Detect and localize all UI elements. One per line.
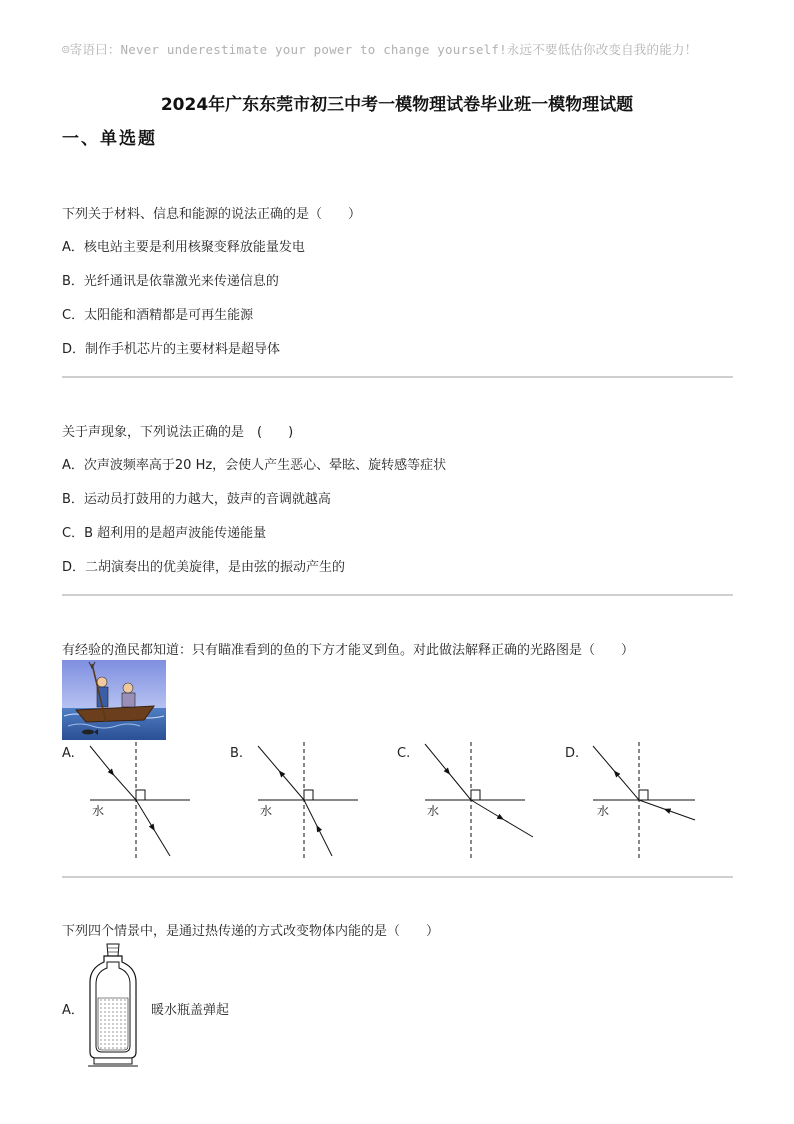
- header-motto: ☺寄语曰：Never underestimate your power to change yourself!永远不要低估你改变自我的能力！: [62, 42, 698, 57]
- divider: [62, 594, 733, 596]
- question-4-option-a-text: 暖水瓶盖弹起: [151, 1003, 230, 1018]
- water-label: 水: [92, 804, 105, 818]
- question-3-option-a-label: A.: [62, 746, 75, 761]
- fisherman-boat-illustration: [62, 660, 166, 740]
- light-path-diagram-c: [421, 740, 536, 860]
- question-1-option-b: B．光纤通讯是依靠激光来传递信息的: [62, 274, 279, 289]
- water-label: 水: [427, 804, 440, 818]
- question-4-stem: 下列四个情景中，是通过热传递的方式改变物体内能的是（ ）: [62, 924, 440, 939]
- question-1-option-c: C．太阳能和酒精都是可再生能源: [62, 308, 254, 323]
- question-2-option-c: C．B 超利用的是超声波能传递能量: [62, 526, 267, 541]
- question-1-option-a: A．核电站主要是利用核聚变释放能量发电: [62, 240, 305, 255]
- water-label: 水: [597, 804, 610, 818]
- light-path-diagram-b: [254, 740, 364, 860]
- question-3-option-d-label: D.: [565, 746, 580, 761]
- question-3-option-c-label: C.: [397, 746, 411, 761]
- question-3-stem: 有经验的渔民都知道：只有瞄准看到的鱼的下方才能叉到鱼。对此做法解释正确的光路图是（ ）: [62, 643, 635, 658]
- question-2-option-b: B．运动员打鼓用的力越大，鼓声的音调就越高: [62, 492, 331, 507]
- question-2-option-a: A．次声波频率高于20 Hz，会使人产生恶心、晕眩、旋转感等症状: [62, 458, 447, 473]
- light-path-diagram-a: [86, 740, 196, 860]
- document-title: 2024年广东东莞市初三中考一模物理试卷毕业班一模物理试题: [160, 95, 634, 115]
- section-heading: 一、单选题: [62, 129, 157, 149]
- divider: [62, 876, 733, 878]
- question-1-stem: 下列关于材料、信息和能源的说法正确的是（ ）: [62, 207, 362, 222]
- water-label: 水: [260, 804, 273, 818]
- question-2-stem: 关于声现象，下列说法正确的是 ( ): [62, 425, 294, 440]
- thermos-bottle-illustration: [84, 942, 142, 1070]
- question-1-option-d: D．制作手机芯片的主要材料是超导体: [62, 342, 281, 357]
- divider: [62, 376, 733, 378]
- light-path-diagram-d: [589, 740, 701, 860]
- question-4-option-a-label: A．: [62, 1003, 84, 1018]
- question-2-option-d: D．二胡演奏出的优美旋律，是由弦的振动产生的: [62, 560, 346, 575]
- question-3-option-b-label: B.: [230, 746, 244, 761]
